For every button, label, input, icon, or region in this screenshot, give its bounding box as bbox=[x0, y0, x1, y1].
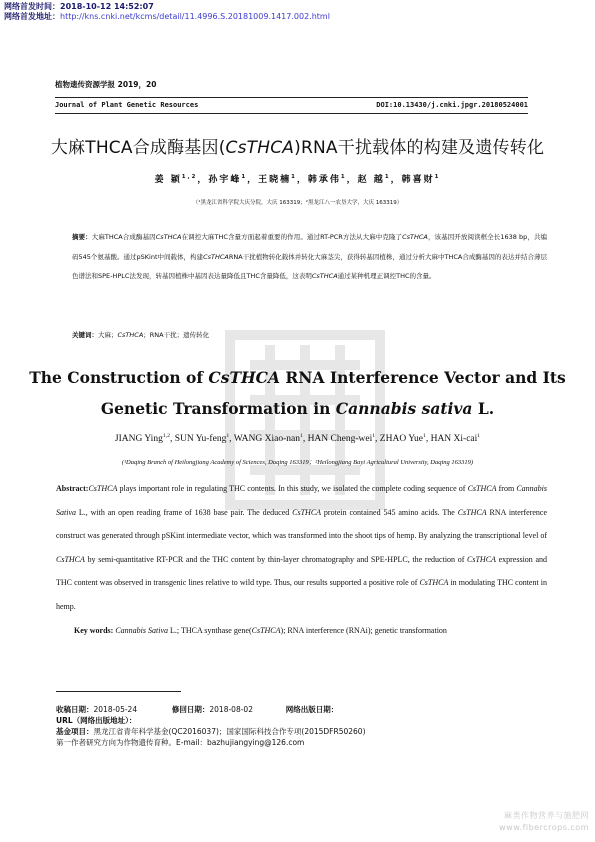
author-cn: ，韩喜财 bbox=[390, 175, 435, 185]
keyword-text: ); RNA interference (RNAi); genetic transformation bbox=[280, 626, 447, 635]
author-en: , ZHAO Yue bbox=[375, 434, 423, 444]
author-sup: 1 bbox=[340, 174, 347, 180]
footnote-url bbox=[56, 715, 136, 726]
gene-name: CsTHCA bbox=[419, 578, 449, 588]
abstract-cn-text: ，该基因开放阅读框全长1638 bp，共编码545个氨基酸。通过pSKint中间载体，构建 bbox=[72, 233, 548, 261]
author-sup: 1 bbox=[434, 174, 441, 180]
authors-en bbox=[0, 434, 595, 444]
author-sup: 1,2 bbox=[181, 174, 198, 180]
author-en: , SUN Yu-feng bbox=[169, 434, 227, 444]
abstract-en-label: Abstract: bbox=[56, 484, 89, 493]
publish-url-row bbox=[4, 12, 330, 22]
abstract-en-text: in modulating THC content in hemp. bbox=[56, 578, 547, 611]
author-sup: 1 bbox=[372, 432, 376, 439]
keywords-cn-label: 关键词： bbox=[72, 331, 98, 339]
abstract-en-text: plays important role in regulating THC contents. In this study, we isolated the complete coding sequence of bbox=[117, 484, 468, 493]
abstract-cn-label: 摘要： bbox=[72, 233, 92, 241]
publish-time-value: 2018-10-12 14:52:07 bbox=[60, 2, 154, 11]
doi: DOI:10.13430/j.cnki.jpgr.20180524001 bbox=[376, 101, 528, 109]
publish-url-link[interactable]: http://kns.cnki.net/kcms/detail/11.4996.S.20181009.1417.002.html bbox=[60, 12, 330, 21]
site-watermark bbox=[499, 810, 589, 834]
authors-cn bbox=[0, 172, 595, 185]
keywords-en bbox=[74, 626, 447, 635]
title-en-text: The Construction of bbox=[29, 368, 209, 387]
title-en-gene: CsTHCA bbox=[208, 368, 281, 387]
gene-name: CsTHCA bbox=[251, 626, 281, 635]
online-label: 网络出版日期： bbox=[285, 705, 339, 714]
author-sup: 1 bbox=[477, 432, 481, 439]
gene-name: CsTHCA bbox=[467, 484, 497, 493]
title-en-line1 bbox=[0, 362, 595, 393]
received-label: 收稿日期： bbox=[56, 705, 94, 714]
abstract-en-text: expression and THC content was observed in transgenic lines relative to wild type. Thus, our results supported a positive role of bbox=[56, 554, 548, 588]
revised-label: 修回日期： bbox=[171, 705, 210, 714]
abstract-en-text: protein contained 545 amino acids. The bbox=[321, 507, 458, 517]
author-sup: 1 bbox=[241, 174, 248, 180]
species-name: Cannabis Sativa bbox=[56, 484, 547, 517]
affiliation-en: (¹Daqing Branch of Heilongjiang Academy of Sciences, Daqing 163319；²Heilongjiang Bayi Agricultural University, Daqing 163319) bbox=[121, 459, 474, 466]
keywords-en-label: Key words: bbox=[74, 626, 114, 635]
keyword-text: ；RNA干扰；遗传转化 bbox=[143, 331, 210, 339]
author-cn: 姜 颖 bbox=[154, 175, 182, 185]
publish-time-row bbox=[4, 2, 330, 12]
abstract-cn bbox=[72, 228, 547, 287]
author-cn: ，赵 越 bbox=[346, 175, 385, 185]
author-sup: 1 bbox=[384, 174, 391, 180]
author-en: JIANG Ying bbox=[114, 434, 163, 444]
gene-name: CsTHCA bbox=[203, 252, 229, 261]
author-sup: 1 bbox=[226, 432, 230, 439]
title-en-text: Genetic Transformation in bbox=[100, 399, 336, 418]
keywords-cn bbox=[72, 330, 209, 339]
keyword-text: 大麻； bbox=[98, 331, 118, 339]
footnote-dates bbox=[56, 704, 338, 715]
publication-info bbox=[4, 2, 330, 22]
author-en: , HAN Xi-cai bbox=[425, 434, 478, 444]
gene-name: CsTHCA bbox=[292, 507, 322, 517]
affiliation-cn: （¹黑龙江省科学院大庆分院，大庆 163319；²黑龙江八一农垦大学，大庆 163319） bbox=[192, 200, 403, 206]
species-name: Cannabis Sativa bbox=[115, 626, 168, 635]
publish-time-label: 网络首发时间： bbox=[4, 2, 60, 11]
abstract-en-text: L., with an open reading frame of 1638 base pair. The deduced bbox=[76, 507, 293, 517]
title-cn-post: )RNA干扰载体的构建及遗传转化 bbox=[294, 138, 545, 158]
fund-text: 黑龙江省青年科学基金(QC2016037)；国家国际科技合作专项(2015DFR50260) bbox=[93, 727, 366, 736]
title-cn bbox=[0, 133, 595, 158]
title-cn-gene: CsTHCA bbox=[225, 138, 295, 158]
author-sup: 1,2 bbox=[162, 432, 170, 439]
header-rule-top bbox=[55, 97, 528, 98]
watermark-line1: 麻类作物营养与施肥网 bbox=[504, 811, 589, 820]
watermark-line2: www.fibercrops.com bbox=[499, 823, 589, 832]
title-en-line2 bbox=[0, 393, 595, 424]
gene-name: CsTHCA bbox=[402, 233, 428, 241]
title-en-text: RNA Interference Vector and Its bbox=[280, 368, 566, 387]
footnote-author: 第一作者研究方向为作物遗传育种。E-mail：bazhujiangying@126.com bbox=[56, 738, 305, 747]
author-cn: ，孙宇峰 bbox=[197, 175, 242, 185]
footnote-fund bbox=[56, 726, 366, 737]
publish-url-label: 网络首发地址： bbox=[4, 12, 60, 21]
abstract-en-text: RNA interference construct was generated through pSKint intermediate vector, which was transformed into the shoot tips of hemp. By analyzing the transcriptional level of bbox=[56, 507, 548, 541]
header-rule-bottom bbox=[55, 113, 528, 114]
abstract-en-text: from bbox=[496, 484, 517, 493]
author-sup: 1 bbox=[291, 174, 297, 180]
author-en: , HAN Cheng-wei bbox=[302, 434, 373, 444]
received-date: 2018-05-24 bbox=[93, 705, 138, 714]
gene-name: CsTHCA bbox=[311, 272, 338, 280]
abstract-cn-text: 大麻THCA合成酶基因 bbox=[91, 233, 156, 241]
title-en bbox=[0, 362, 595, 424]
abstract-en-text: by semi-quantitative RT-PCR and the THC content by thin-layer chromatography and SPE-HPLC, the reduction of bbox=[84, 554, 468, 564]
revised-date: 2018-08-02 bbox=[209, 705, 253, 714]
author-sup: 1 bbox=[299, 432, 303, 439]
url-label: URL（网络出版地址）： bbox=[56, 716, 137, 725]
gene-name: CsTHCA bbox=[155, 233, 182, 241]
title-en-text: L. bbox=[472, 399, 495, 418]
journal-name-cn: 植物遗传资源学报 2019，20 bbox=[55, 80, 157, 89]
fund-label: 基金项目： bbox=[56, 727, 94, 736]
author-cn: ，王晓楠 bbox=[247, 175, 292, 185]
gene-name: CsTHCA bbox=[457, 507, 487, 517]
gene-name: CsTHCA bbox=[88, 484, 118, 493]
gene-name: CsTHCA bbox=[56, 554, 85, 564]
abstract-en bbox=[56, 477, 547, 619]
title-cn-pre: 大麻THCA合成酶基因( bbox=[50, 138, 226, 158]
author-en: , WANG Xiao-nan bbox=[229, 434, 300, 444]
author-sup: 1 bbox=[422, 432, 426, 439]
abstract-cn-text: 在调控大麻THC含量方面起着重要的作用。通过RT-PCR方法从大麻中克隆了 bbox=[181, 233, 403, 241]
title-en-species: Cannabis sativa bbox=[335, 399, 473, 418]
author-cn: ，韩承伟 bbox=[296, 175, 341, 185]
abstract-cn-text: RNA干扰植物转化载体并转化大麻茎尖，获得转基因植株，通过分析大麻中THCA合成酶基因的表达并结合薄层色谱法和SPE-HPLC法发现，转基因植株中基因表达量降低且THC含量降低，这表明 bbox=[72, 252, 547, 280]
keyword-text: L.; THCA synthase gene( bbox=[168, 626, 252, 635]
gene-name: CsTHCA bbox=[117, 331, 144, 339]
journal-name-en: Journal of Plant Genetic Resources bbox=[55, 101, 199, 109]
abstract-cn-text: 通过某种机理正调控THC的含量。 bbox=[337, 272, 436, 280]
footnote-rule bbox=[56, 691, 181, 692]
gene-name: CsTHCA bbox=[467, 554, 496, 564]
